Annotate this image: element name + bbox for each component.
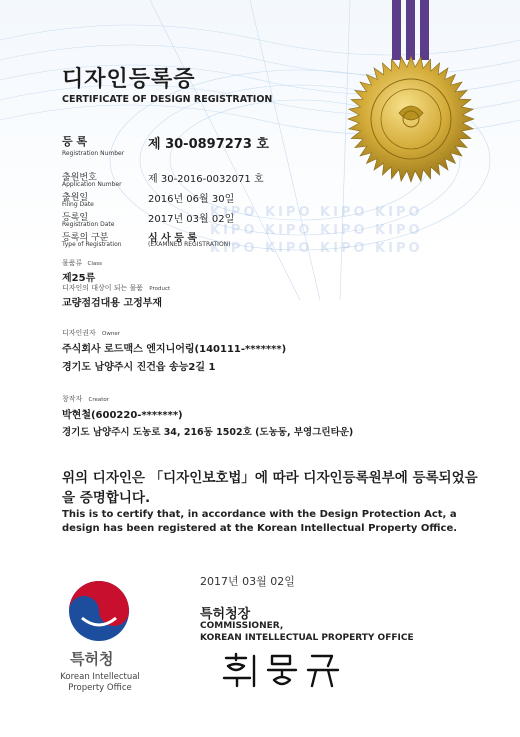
filing-date-label: 출원일: [62, 193, 89, 203]
creator-label-kr: 창작자: [62, 395, 83, 403]
filing-date: 2016년 06월 30일: [148, 194, 235, 205]
owner-label-en: Owner: [102, 331, 121, 337]
owner-label: [62, 328, 120, 338]
registration-label-en: Registration Number: [62, 150, 125, 157]
registration-type-sub: (EXAMINED REGISTRATION): [148, 241, 231, 248]
kipo-name-kr: 특허청: [70, 650, 114, 668]
ribbon-stripe: [392, 0, 401, 60]
handwritten-signature: [220, 648, 350, 690]
issue-date: 2017년 03월 02일: [200, 575, 295, 588]
creator-label-en: Creator: [88, 397, 110, 403]
kipo-watermark: [210, 204, 423, 258]
class-value: 제25류: [62, 273, 96, 284]
owner-label-kr: 디자인권자: [62, 329, 96, 337]
gold-seal-icon: [347, 55, 475, 183]
registration-type-label-en: Type of Registration: [62, 241, 122, 248]
certification-text-kr: 위의 디자인은 「디자인보호법」에 따라 디자인등록원부에 등록되었음을 증명합니다.: [62, 470, 478, 506]
page-title: 디자인등록증: [62, 67, 196, 92]
creator-address: 경기도 남양주시 도농로 34, 216동 1502호 (도농동, 부영그린타운): [62, 427, 354, 438]
filing-date-label-en: Filing Date: [62, 201, 94, 208]
registration-date-label: 등록일: [62, 213, 89, 223]
commissioner-title-kr: 특허청장: [200, 607, 251, 622]
class-label: [62, 258, 102, 268]
creator-name: 박현철(600220-*******): [62, 410, 183, 421]
kipo-taegeuk-logo-icon: [68, 580, 130, 642]
owner-name: 주식회사 로드맥스 엔지니어링(140111-*******): [62, 344, 287, 355]
commissioner-title-en-2: KOREAN INTELLECTUAL PROPERTY OFFICE: [200, 633, 414, 643]
watermark-line: KIPO KIPO KIPO KIPO: [210, 205, 423, 220]
watermark-line: KIPO KIPO KIPO KIPO: [210, 223, 423, 238]
registration-type-label: 등록의 구분: [62, 233, 109, 243]
class-label-en: Class: [87, 261, 103, 267]
registration-date: 2017년 03월 02일: [148, 214, 235, 225]
watermark-line: KIPO KIPO KIPO KIPO: [210, 241, 423, 256]
owner-address: 경기도 남양주시 진건읍 송능2길 1: [62, 362, 216, 373]
commissioner-title-en-1: COMMISSIONER,: [200, 621, 284, 631]
product-value: 교량점검대용 고정부재: [62, 298, 163, 309]
product-label-en: Product: [149, 286, 171, 292]
application-number-label: 출원번호: [62, 173, 97, 183]
registration-type: 심 사 등 록: [148, 233, 198, 244]
class-label-kr: 물품류: [62, 259, 83, 267]
ribbon-stripe: [420, 0, 429, 60]
page-subtitle: CERTIFICATE OF DESIGN REGISTRATION: [62, 94, 273, 105]
registration-label: 등 록: [62, 135, 88, 148]
kipo-name-en: Korean Intellectual Property Office: [60, 672, 140, 693]
registration-date-label-en: Registration Date: [62, 221, 115, 228]
product-label-kr: 디자인의 대상이 되는 물품: [62, 284, 144, 292]
registration-number: 제 30-0897273 호: [148, 137, 269, 152]
application-number: 제 30-2016-0032071 호: [148, 174, 264, 185]
ribbon-stripe: [406, 0, 415, 60]
creator-label: [62, 394, 109, 404]
certification-text-en: This is to certify that, in accordance with the Design Protection Act, a design has been registered at the Korean Intellectual Property Office.: [62, 509, 458, 534]
product-label: [62, 283, 170, 293]
application-number-label-en: Application Number: [62, 181, 122, 188]
